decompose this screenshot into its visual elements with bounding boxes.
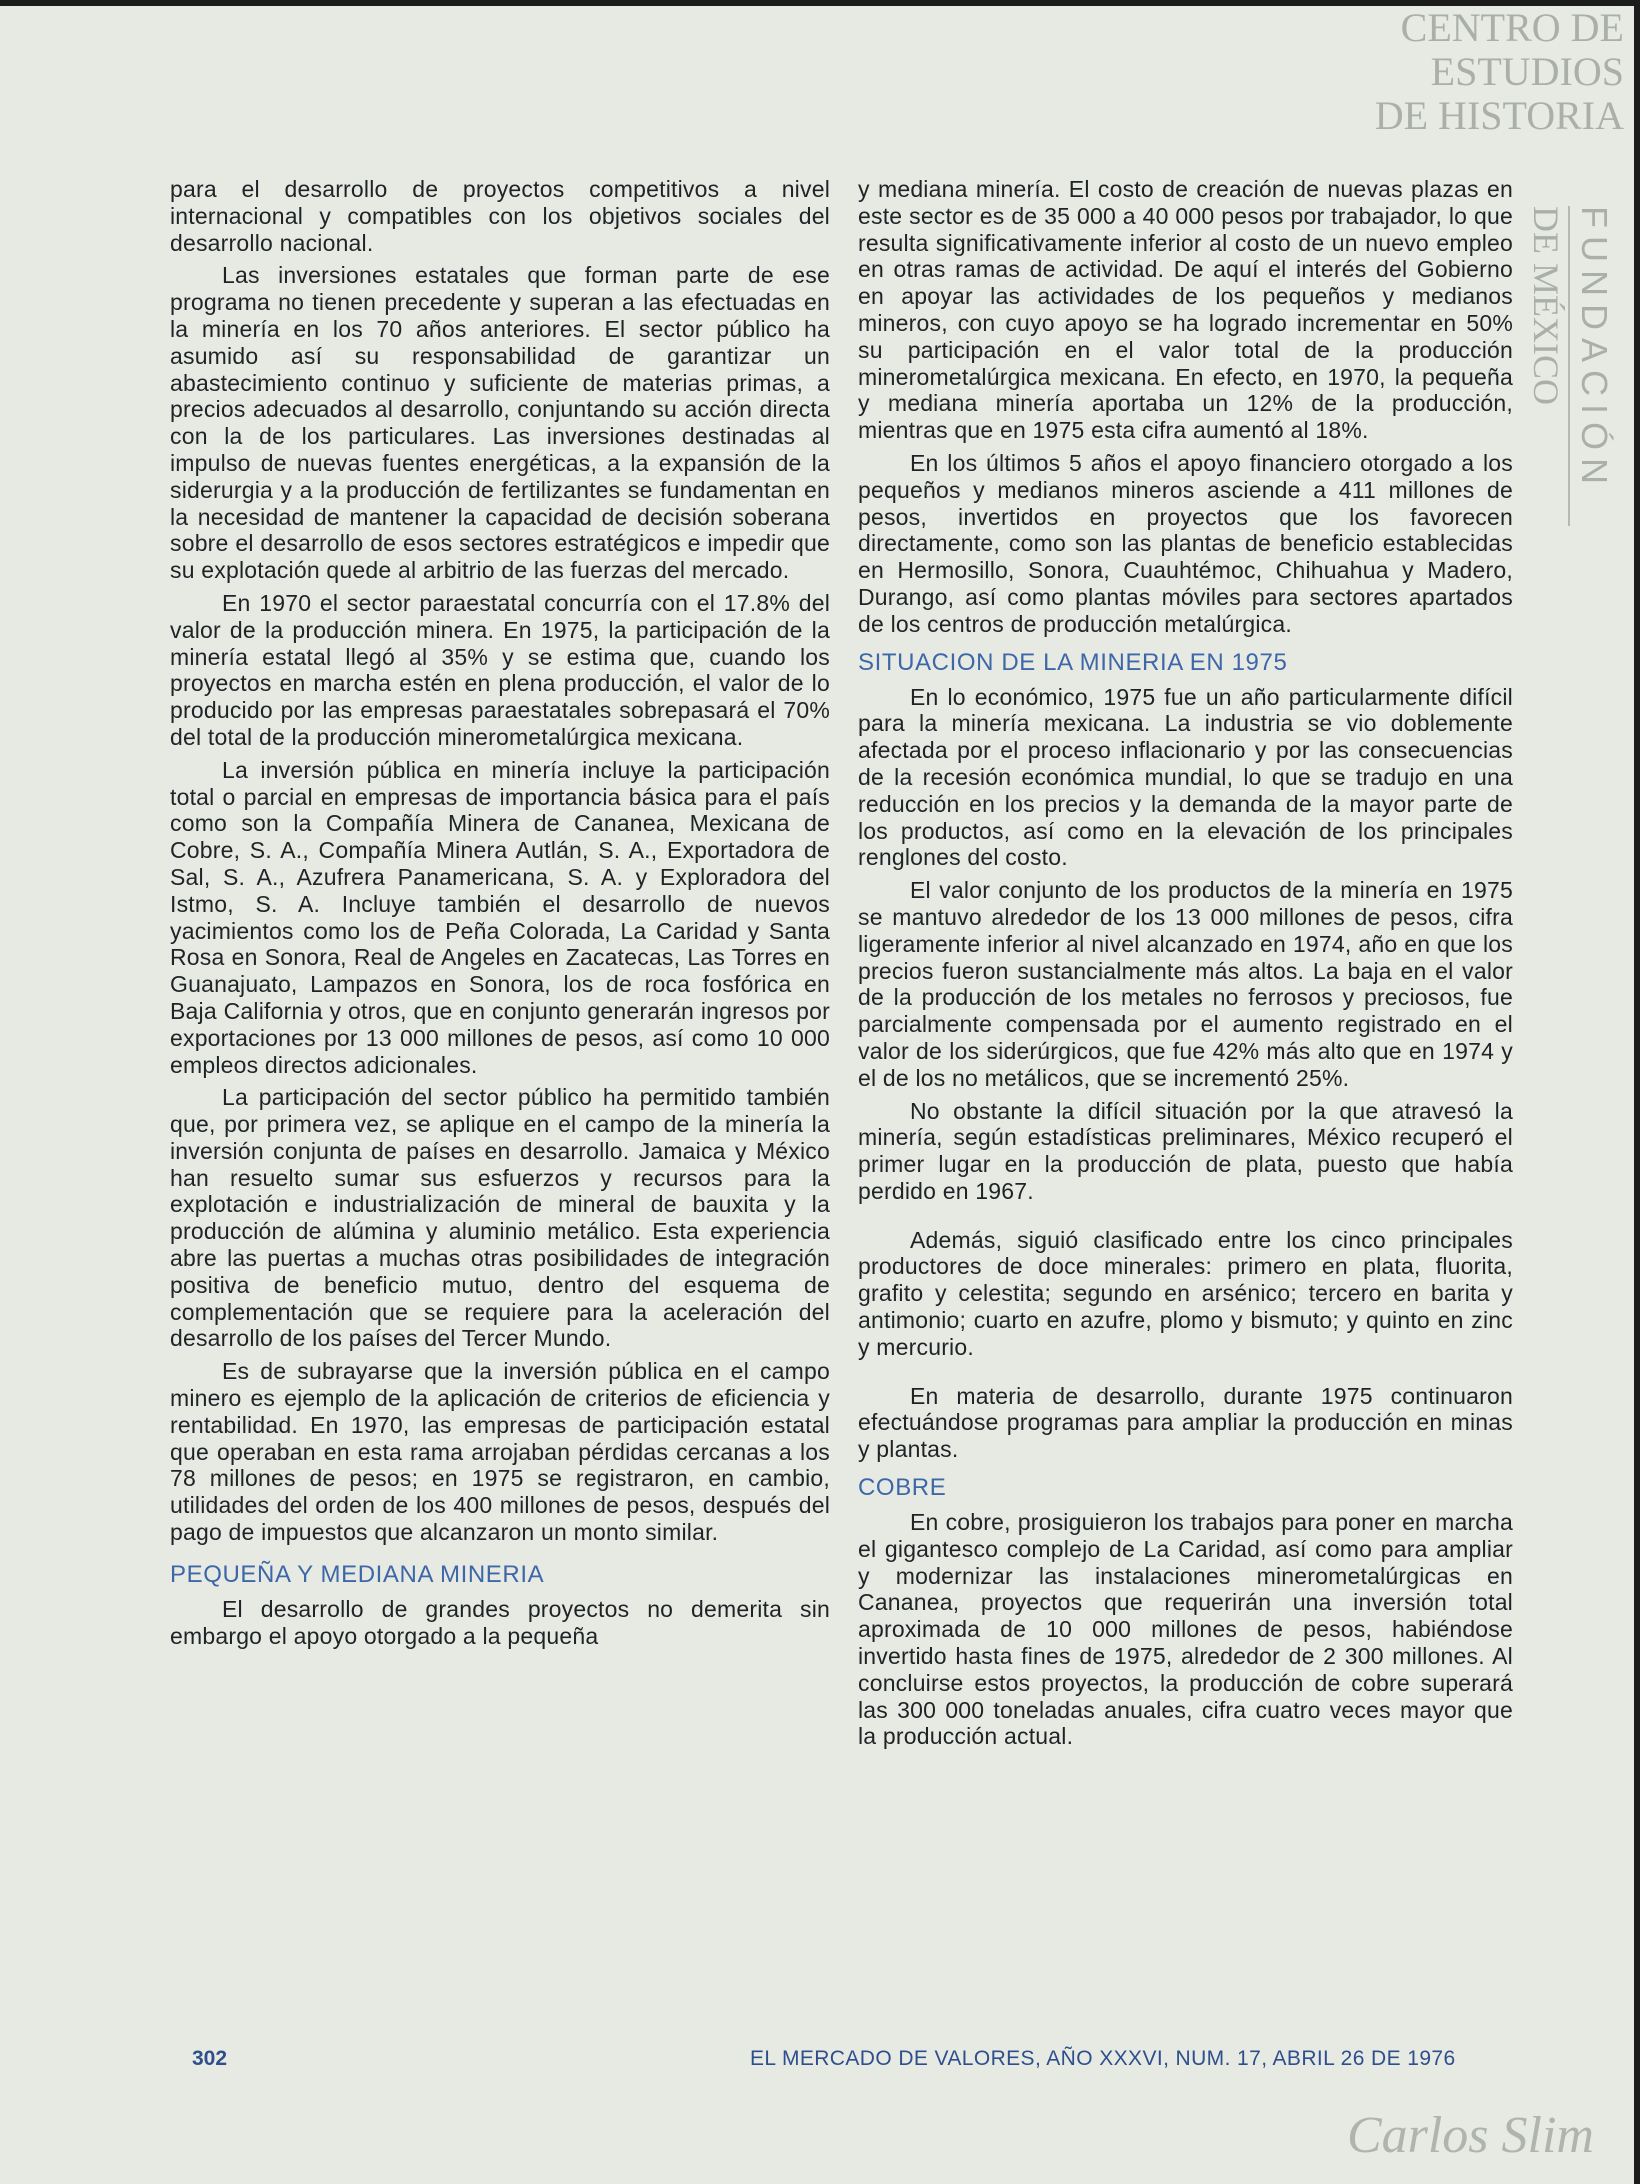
page-number: 302 — [192, 2047, 228, 2070]
paragraph: En lo económico, 1975 fue un año particularmente difícil para la minería mexicana. La industria se vio doblemente afectada por el proceso inflacionario y por las consecuencias de la recesión económica mundial, lo que se tradujo en una reducción en los precios y la demanda de la mayor parte de los productos, así como en la elevación de los principales renglones del costo. — [858, 683, 1513, 871]
paragraph: En los últimos 5 años el apoyo financiero otorgado a los pequeños y medianos mineros asciende a 411 millones de pesos, invertidos en proyectos que los favorecen directamente, como son las plantas de beneficio establecidas en Hermosillo, Sonora, Cuauhtémoc, Chihuahua y Madero, Durango, así como plantas móviles para sectores apartados de los centros de producción metalúrgica. — [858, 449, 1513, 637]
watermark-line: ESTUDIOS — [1430, 49, 1624, 94]
paragraph: En materia de desarrollo, durante 1975 continuaron efectuándose programas para ampliar la producción en minas y plantas. — [858, 1382, 1513, 1463]
right-column — [858, 176, 1513, 1756]
paragraph: Es de subrayarse que la inversión pública en el campo minero es ejemplo de la aplicación de criterios de eficiencia y rentabilidad. En 1970, las empresas de participación estatal que operaban en esta rama arrojaban pérdidas cercanas a los 78 millones de pesos; en 1975 se registraron, en cambio, utilidades del orden de los 400 millones de pesos, después del pago de impuestos que alcanzaron un monto similar. — [170, 1358, 830, 1546]
left-column — [170, 176, 830, 1655]
watermark-signature: Carlos Slim — [1346, 2107, 1594, 2164]
paragraph: El desarrollo de grandes proyectos no demerita sin embargo el apoyo otorgado a la pequeña — [170, 1595, 830, 1649]
section-heading: COBRE — [858, 1474, 947, 1502]
watermark-fundacion: FUNDACIÓN — [1574, 206, 1615, 492]
watermark-line: CENTRO DE — [1400, 5, 1624, 50]
paragraph: para el desarrollo de proyectos competitivos a nivel internacional y compatibles con los objetivos sociales del desarrollo nacional. — [170, 176, 830, 256]
publication-info: EL MERCADO DE VALORES, AÑO XXXVI, NUM. 17, ABRIL 26 DE 1976 — [750, 2047, 1456, 2070]
paragraph: En 1970 el sector paraestatal concurría con el 17.8% del valor de la producción minera. En 1975, la participación de la minería estatal llegó al 35% y se estima que, cuando los proyectos en marcha estén en plena producción, el valor de lo producido por las empresas paraestatales sobrepasará el 70% del total de la producción minerometalúrgica mexicana. — [170, 589, 830, 750]
paragraph: Las inversiones estatales que forman parte de ese programa no tienen precedente y superan a las efectuadas en la minería en los 70 años anteriores. El sector público ha asumido así su responsabilidad de garantizar un abastecimiento continuo y suficiente de materias primas, a precios adecuados al desarrollo, conjuntando su acción directa con la de los particulares. Las inversiones destinadas al impulso de nuevas fuentes energéticas, a la expansión de la siderurgia y a la producción de fertilizantes se fundamentan en la necesidad de mantener la capacidad de decisión soberana sobre el desarrollo de esos sectores estratégicos e impedir que su explotación quede al arbitrio de las fuerzas del mercado. — [170, 262, 830, 584]
paragraph: La participación del sector público ha permitido también que, por primera vez, se aplique en el campo de la minería la inversión conjunta de países en desarrollo. Jamaica y México han resuelto sumar sus esfuerzos y recursos para la explotación e industrialización de mineral de bauxita y la producción de alúmina y aluminio metálico. Esta experiencia abre las puertas a muchas otras posibilidades de integración positiva de beneficio mutuo, dentro del esquema de complementación que se requiere para la aceleración del desarrollo de los países del Tercer Mundo. — [170, 1084, 830, 1352]
section-heading: SITUACION DE LA MINERIA EN 1975 — [858, 648, 1288, 676]
watermark-rule — [1568, 206, 1570, 526]
document-page — [0, 6, 1634, 2184]
paragraph: Además, siguió clasificado entre los cinco principales productores de doce minerales: primero en plata, fluorita, grafito y celestita; segundo en arsénico; tercero en barita y antimonio; cuarto en azufre, plomo y bismuto; y quinto en zinc y mercurio. — [858, 1226, 1513, 1360]
section-heading: PEQUEÑA Y MEDIANA MINERIA — [170, 1560, 545, 1588]
watermark-line: DE HISTORIA — [1374, 93, 1624, 138]
paragraph: En cobre, prosiguieron los trabajos para poner en marcha el gigantesco complejo de La Caridad, así como para ampliar y modernizar las instalaciones minerometalúrgicas en Cananea, proyectos que requerirán una inversión total aproximada de 10 000 millones de pesos, habiéndose invertido hasta fines de 1975, alrededor de 2 300 millones. Al concluirse estos proyectos, la producción de cobre superará las 300 000 toneladas anuales, cifra cuatro veces mayor que la producción actual. — [858, 1509, 1513, 1750]
watermark-line: DE MÉXICO — [1526, 206, 1566, 405]
paragraph: El valor conjunto de los productos de la minería en 1975 se mantuvo alrededor de los 13 000 millones de pesos, cifra ligeramente inferior al nivel alcanzado en 1974, año en que los precios fueron sustancialmente más altos. La baja en el valor de la producción de los metales no ferrosos y preciosos, fue parcialmente compensada por el aumento registrado en el valor de los siderúrgicos, que fue 42% más alto que en 1974 y el de los no metálicos, que se incrementó 25%. — [858, 877, 1513, 1091]
paragraph: No obstante la difícil situación por la que atravesó la minería, según estadísticas preliminares, México recuperó el primer lugar en la producción de plata, puesto que había perdido en 1967. — [858, 1097, 1513, 1204]
paragraph: La inversión pública en minería incluye la participación total o parcial en empresas de importancia básica para el país como son la Compañía Minera de Cananea, Mexicana de Cobre, S. A., Compañía Minera Autlán, S. A., Exportadora de Sal, S. A., Azufrera Panamericana, S. A. y Exploradora del Istmo, S. A. Incluye también el desarrollo de nuevos yacimientos como los de Peña Colorada, La Caridad y Santa Rosa en Sonora, Real de Angeles en Zacatecas, Las Torres en Guanajuato, Lampazos en Sonora, los de roca fosfórica en Baja California y otros, que en conjunto generarán ingresos por exportaciones por 13 000 millones de pesos, así como 10 000 empleos directos adicionales. — [170, 756, 830, 1078]
paragraph: y mediana minería. El costo de creación de nuevas plazas en este sector es de 35 000 a 40 000 pesos por trabajador, lo que resulta significativamente inferior al costo de un nuevo empleo en otras ramas de actividad. De aquí el interés del Gobierno en apoyar las actividades de los pequeños y medianos mineros, con cuyo apoyo se ha logrado incrementar en 50% su participación en el valor total de la producción minerometalúrgica mexicana. En efecto, en 1970, la pequeña y mediana minería aportaba un 12% de la producción, mientras que en 1975 esta cifra aumentó al 18%. — [858, 176, 1513, 444]
